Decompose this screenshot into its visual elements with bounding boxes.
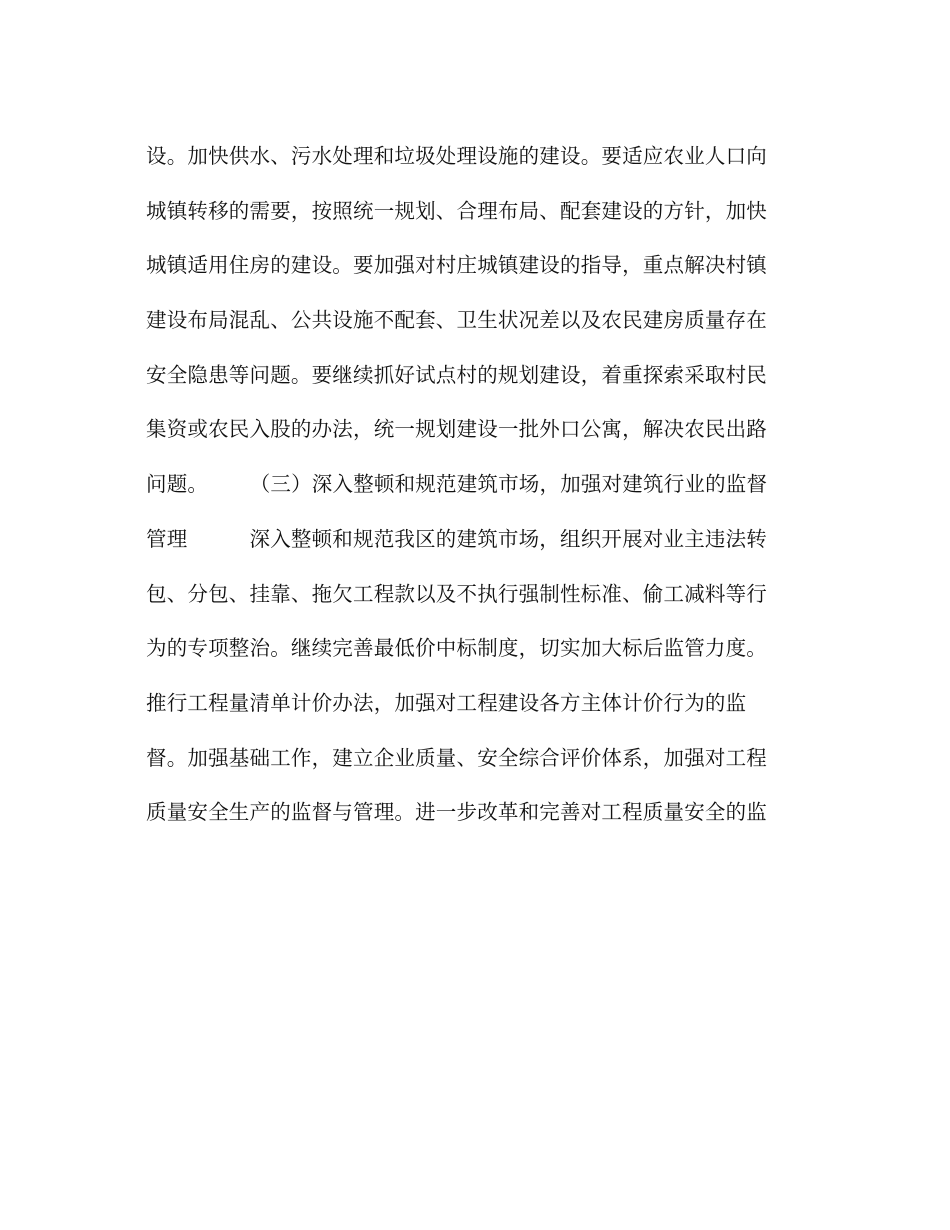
text-line: 包、分包、挂靠、拖欠工程款以及不执行强制性标准、偷工减料等行 — [146, 581, 767, 606]
text-line: 质量安全生产的监督与管理。进一步改革和完善对工程质量安全的监 — [146, 800, 767, 825]
text-line: 管理 深入整顿和规范我区的建筑市场，组织开展对业主违法转 — [146, 526, 767, 551]
text-line: 设。加快供水、污水处理和垃圾处理设施的建设。要适应农业人口向 — [146, 144, 767, 168]
text-line: 集资或农民入股的办法，统一规划建设一批外口公寓，解决农民出路 — [146, 417, 767, 442]
text-line: 问题。 （三）深入整顿和规范建筑市场，加强对建筑行业的监督 — [146, 472, 768, 497]
text-line: 城镇适用住房的建设。要加强对村庄城镇建设的指导，重点解决村镇 — [146, 253, 767, 278]
text-line: 推行工程量清单计价办法，加强对工程建设各方主体计价行为的监 — [146, 690, 747, 715]
body-text — [146, 136, 806, 847]
text-line: 城镇转移的需要，按照统一规划、合理布局、配套建设的方针，加快 — [146, 198, 767, 223]
text-line: 督。加强基础工作，建立企业质量、安全综合评价体系，加强对工程 — [146, 745, 767, 770]
text-line: 建设布局混乱、公共设施不配套、卫生状况差以及农民建房质量存在 — [146, 308, 767, 333]
text-line: 安全隐患等问题。要继续抓好试点村的规划建设，着重探索采取村民 — [146, 362, 767, 387]
text-line: 为的专项整治。继续完善最低价中标制度，切实加大标后监管力度。 — [146, 636, 767, 661]
